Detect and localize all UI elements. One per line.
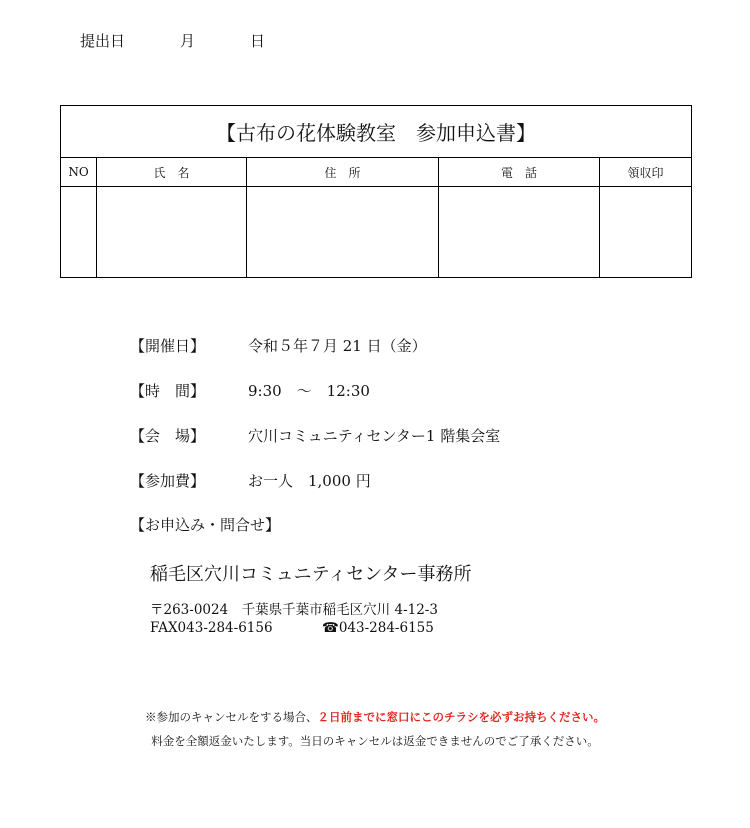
column-header-name: 氏 名	[97, 158, 247, 187]
entry-name-cell[interactable]	[97, 187, 247, 278]
venue-label: 【会 場】	[130, 427, 206, 445]
time-label: 【時 間】	[130, 382, 206, 400]
column-header-phone: 電 話	[439, 158, 600, 187]
entry-address-cell[interactable]	[247, 187, 439, 278]
day-label: 日	[250, 32, 266, 50]
date-value: 令和５年７月 21 日（金）	[248, 337, 427, 355]
office-name: 稲毛区穴川コミュニティセンター事務所	[150, 564, 472, 585]
application-form-table	[60, 105, 692, 278]
phone-number: ☎043-284-6155	[322, 620, 434, 636]
column-header-address: 住 所	[247, 158, 439, 187]
form-header-row	[61, 158, 692, 187]
submit-date-line	[80, 30, 265, 51]
entry-phone-cell[interactable]	[439, 187, 600, 278]
fax-number: FAX043-284-6156	[150, 620, 273, 636]
column-header-no: NO	[61, 158, 97, 187]
time-value: 9:30 ～ 12:30	[248, 382, 370, 400]
refund-notice: 料金を全額返金いたします。当日のキャンセルは返金できませんのでご了承ください。	[151, 734, 599, 748]
entry-receipt-stamp-cell[interactable]	[600, 187, 692, 278]
contact-label: 【お申込み・問合せ】	[130, 516, 281, 534]
form-title: 【古布の花体験教室 参加申込書】	[61, 106, 692, 158]
month-label: 月	[180, 32, 196, 50]
fee-value: お一人 1,000 円	[248, 472, 371, 490]
form-entry-row	[61, 187, 692, 278]
entry-no-cell[interactable]	[61, 187, 97, 278]
address: 〒263-0024 千葉県千葉市稲毛区穴川 4-12-3	[150, 602, 438, 618]
fee-label: 【参加費】	[130, 472, 206, 490]
submit-date-label: 提出日	[80, 32, 126, 50]
venue-value: 穴川コミュニティセンター1 階集会室	[248, 427, 501, 445]
cancellation-notice	[0, 709, 750, 725]
notice-prefix: ※参加のキャンセルをする場合、	[145, 710, 318, 724]
notice-emphasis: ２日前までに窓口にこのチラシを必ずお持ちください。	[317, 710, 605, 724]
column-header-receipt-stamp: 領収印	[600, 158, 692, 187]
date-label: 【開催日】	[130, 337, 206, 355]
